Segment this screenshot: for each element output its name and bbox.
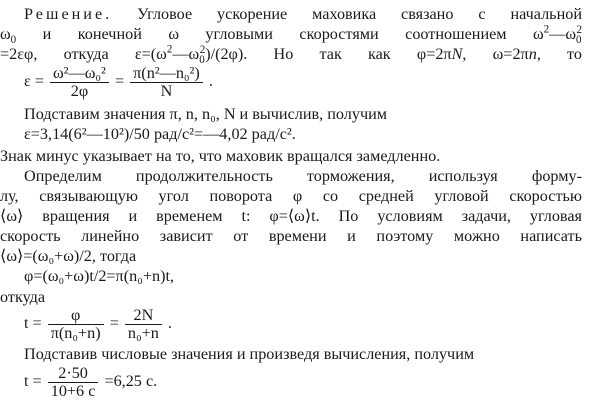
text-line-1 (24, 4, 582, 24)
denominator: n₀+n (127, 323, 159, 342)
eq-sign: = (114, 72, 125, 90)
denominator: N (160, 81, 173, 100)
equation-result (24, 364, 157, 400)
text-line-9: лу, связывающую угол поворота φ со средней угловой скоростью (0, 187, 582, 205)
text-line-11: скорость линейно зависит от времени и поэтому можно написать (0, 227, 582, 245)
text-line-7: Знак минус указывает на то, что маховик вращался замедленно. (0, 147, 441, 165)
text-line-8: Определим продолжительность торможения, используя форму- (24, 167, 582, 185)
numerator: φ (48, 307, 104, 325)
text-segment: —ω (172, 45, 200, 63)
fraction (48, 307, 104, 342)
numerator: 2·50 (48, 365, 99, 383)
numerator: ω²—ω₀² (50, 65, 109, 83)
numerator: π(n²—n₀²) (130, 65, 203, 83)
text-segment: ω (0, 25, 11, 43)
text-segment: , то (536, 45, 582, 63)
text-segment: )/(2φ). Но так как φ=2π (205, 45, 452, 63)
eq-lhs: t = (24, 314, 42, 332)
text-segment: —ω (549, 25, 576, 43)
text-line-6: ε=3,14(6²—10²)/50 рад/с²=—4,02 рад/с². (24, 125, 296, 143)
text-segment: =2εφ, откуда ε=(ω (0, 45, 167, 63)
denominator: π(n₀+n) (50, 323, 101, 342)
text-line-5: Подставим значения π, n, n₀, N и вычислив, получим (24, 105, 388, 123)
eq-end: . (208, 72, 213, 90)
eq-sign: = (109, 314, 119, 332)
fraction (130, 65, 203, 100)
text-segment: Угловое ускорение маховика связано с начальной (137, 5, 582, 23)
text-line-14: откуда (0, 288, 46, 306)
eq-end: . (167, 314, 172, 332)
text-line-2: $\omega_0$ и конечной ω угловыми скоростями соотношением $\omega^2—\omega_0^2$ (0, 23, 582, 47)
eq-rhs: =6,25 с. (104, 372, 158, 390)
fraction (125, 307, 162, 342)
text-line-16: Подставив числовые значения и произведя вычисления, получим (24, 345, 475, 363)
denominator: 2φ (70, 81, 89, 100)
text-line-3: =2εφ, откуда $\varepsilon=(\omega^2—\omega_0^2)/(2\varphi)$. Но так как φ=2πN, ω=2πn, то (0, 43, 582, 67)
denominator: 10+6 с (50, 381, 96, 400)
fraction (48, 365, 99, 400)
equation-time (24, 306, 172, 342)
equation-epsilon (24, 64, 213, 100)
text-segment: , ω=2π (462, 45, 529, 63)
text-line-13: φ=(ω₀+ω)t/2=π(n₀+n)t, (24, 267, 175, 285)
text-line-10: ⟨ω⟩ вращения и временем t: φ=⟨ω⟩t. По условиям задачи, угловая (0, 207, 582, 225)
eq-lhs: ε = (24, 72, 44, 90)
eq-lhs: t = (24, 372, 42, 390)
numerator: 2N (125, 307, 162, 325)
fraction (50, 65, 109, 100)
text-line-12: ⟨ω⟩=(ω₀+ω)/2, тогда (0, 247, 137, 265)
solution-heading: Решение. (24, 5, 113, 23)
text-segment: и конечной ω угловыми скоростями соотношением ω (42, 25, 544, 43)
